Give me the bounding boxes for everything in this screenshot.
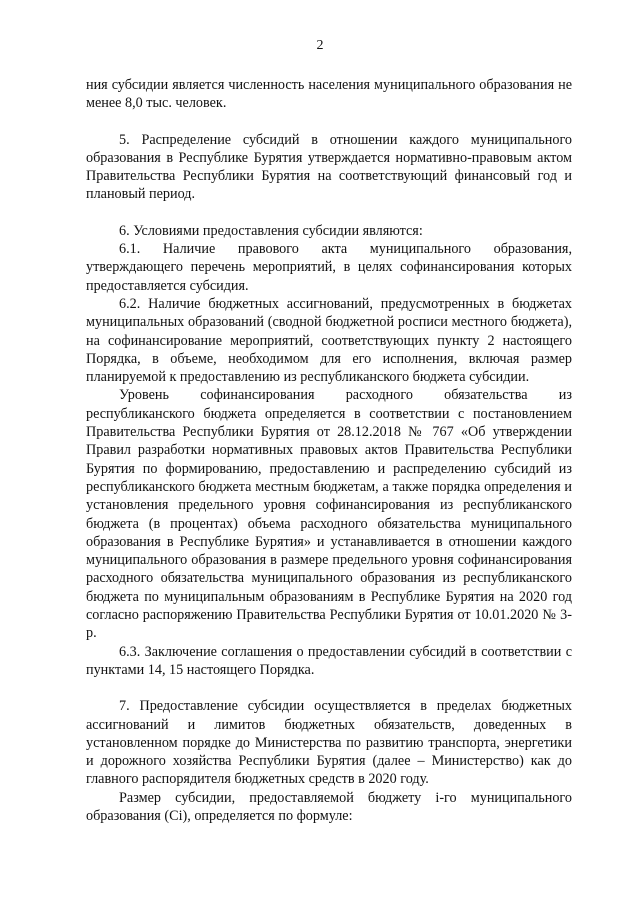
paragraph-subsidy-size: Размер субсидии, предоставляемой бюджету i-го муниципального образования (Ci), определяется по формуле: xyxy=(86,789,572,824)
paragraph-item-6-3: 6.3. Заключение соглашения о предоставлении субсидий в соответствии с пунктами 14, 15 настоящего Порядка. xyxy=(86,643,572,678)
paragraph-item-6-1: 6.1. Наличие правового акта муниципального образования, утверждающего перечень мероприятий, в целях софинансирования которых предоставляется субсидия. xyxy=(86,241,572,294)
paragraph-continuation: ния субсидии является численность населения муниципального образования не менее 8,0 тыс. человек. xyxy=(86,77,572,112)
paragraph-item-5: 5. Распределение субсидий в отношении каждого муниципального образования в Республике Бурятия утверждается нормативно-правовым актом Правительства Республики Бурятия на соответствующий финансовый год и плановый период. xyxy=(86,131,572,203)
paragraph-cofinancing-level: Уровень софинансирования расходного обязательства из республиканского бюджета определяется в соответствии с постановлением Правительства Республики Бурятия от 28.12.2018 № 767 «Об утверждении Правил разработки нормативных правовых актов Правительства Республики Бурятия по формированию, предоставлению и распределению субсидий из республиканского бюджета местным бюджетам, а также порядка определения и установления предельного уровня софинансирования из республиканского бюджета (в процентах) объема расходного обязательства муниципального образования в Республике Бурятия» и устанавливается в отношении каждого муниципального образования в размере предельного уровня софинансирования расходного обязательства муниципального образования из республиканского бюджета по муниципальным образованиям в Республике Бурятия на 2020 год согласно распоряжению Правительства Республики Бурятия от 10.01.2020 № 3-р. xyxy=(86,387,572,642)
paragraph-item-7: 7. Предоставление субсидии осуществляется в пределах бюджетных ассигнований и лимитов бюджетных обязательств, доведенных в установленном порядке до Министерства по развитию транспорта, энергетики и дорожного хозяйства Республики Бурятия (далее – Министерство) как до главного распорядителя бюджетных средств в 2020 году. xyxy=(86,698,572,788)
document-body xyxy=(86,76,572,825)
paragraph-item-6: 6. Условиями предоставления субсидии являются: xyxy=(119,222,423,239)
page-number: 2 xyxy=(316,38,324,53)
paragraph-item-6-2: 6.2. Наличие бюджетных ассигнований, предусмотренных в бюджетах муниципальных образований (сводной бюджетной росписи местного бюджета), на софинансирование мероприятий, соответствующих пункту 2 настоящего Порядка, в объеме, необходимом для его исполнения, включая размер планируемой к предоставлению из республиканского бюджета субсидии. xyxy=(86,295,572,386)
